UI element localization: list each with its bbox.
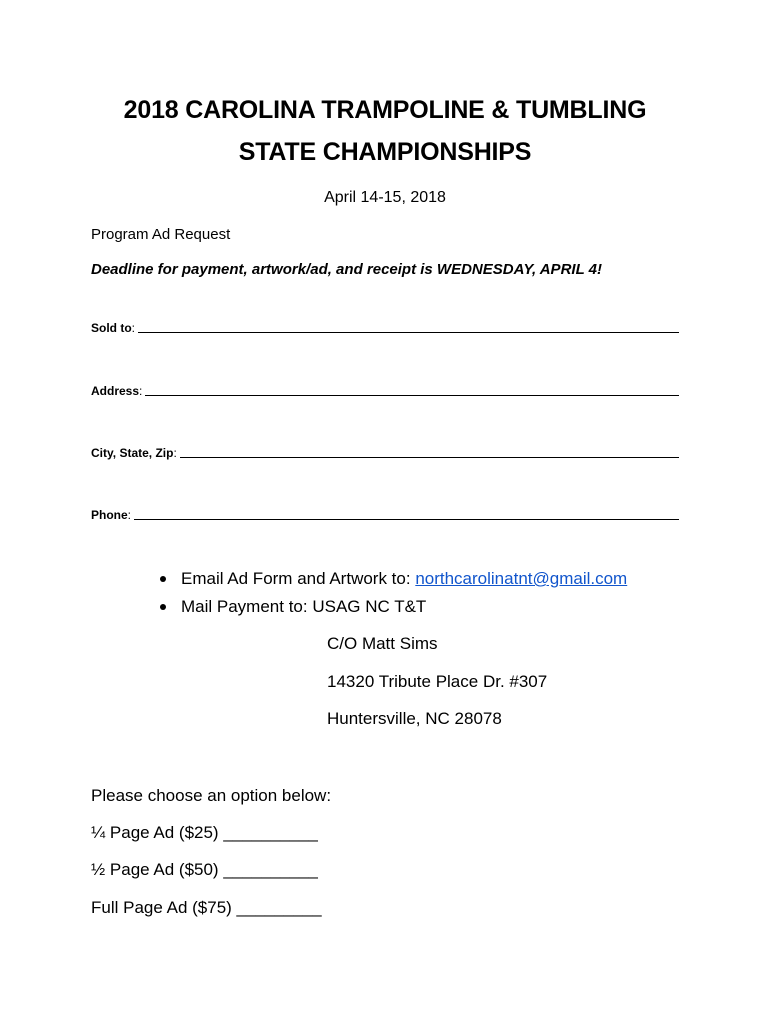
sold-to-colon: : [131,321,136,335]
deadline-notice: Deadline for payment, artwork/ad, and receipt is WEDNESDAY, APRIL 4! [91,261,602,278]
option-half-page[interactable]: ½ Page Ad ($50) __________ [91,860,318,879]
city-state-zip-colon: : [173,446,177,460]
mail-instruction-text: Mail Payment to: USAG NC T&T [181,597,427,616]
option-quarter-page[interactable]: ¼ Page Ad ($25) __________ [91,823,318,842]
city-state-zip-label: City, State, Zip [91,446,174,460]
email-link[interactable]: northcarolinatnt@gmail.com [415,569,628,588]
address-field[interactable] [91,383,679,398]
phone-line[interactable] [134,507,679,520]
bullet-icon [160,576,166,582]
sold-to-line[interactable] [138,320,679,333]
title-line-2: STATE CHAMPIONSHIPS [238,138,532,166]
mail-instruction [160,593,627,621]
instructions-list [160,565,627,621]
address-colon: : [139,384,143,398]
city-state-zip-field[interactable] [91,445,679,460]
sold-to-label: Sold to [91,321,132,335]
sold-to-field[interactable] [91,320,679,335]
address-label: Address [91,384,140,398]
email-instruction-text: Email Ad Form and Artwork to: [181,569,416,588]
options-heading: Please choose an option below: [91,786,332,805]
subtitle: Program Ad Request [91,226,231,243]
option-full-page[interactable]: Full Page Ad ($75) _________ [91,898,322,917]
bullet-icon [160,604,166,610]
phone-field[interactable] [91,507,679,522]
city-state-zip-line[interactable] [180,445,679,458]
address-line[interactable] [145,383,679,396]
phone-colon: : [127,508,132,522]
email-instruction [160,565,627,593]
mail-address-line-3: Huntersville, NC 28078 [327,709,502,728]
phone-label: Phone [91,508,128,522]
event-date: April 14-15, 2018 [324,189,446,206]
title-line-1: 2018 CAROLINA TRAMPOLINE & TUMBLING [123,96,647,124]
mail-address-line-1: C/O Matt Sims [327,634,438,653]
mail-address-line-2: 14320 Tribute Place Dr. #307 [327,672,548,691]
